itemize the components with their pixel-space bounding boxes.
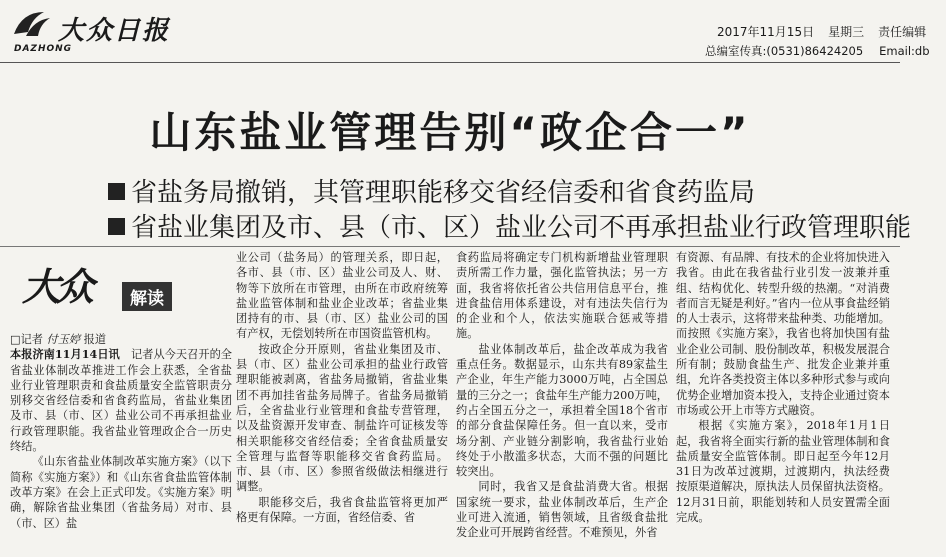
article-paragraph (10, 347, 232, 454)
dateline: 本报济南11月14日讯 (10, 347, 120, 362)
article-column-1 (10, 332, 232, 531)
paragraph-text: 记者从今天召开的全省盐业体制改革推进工作会上获悉，全省盐业行业管理职责和食盐质量安全监管职责分别移交省经信委和省食药监局，省盐业集团及市、县（市、区）盐业公司不再承担盐业行政管理职能。我省盐业管理政企合一历史终结。 (10, 348, 232, 454)
bullet-square-icon (108, 183, 125, 200)
issue-date: 2017年11月15日 (717, 25, 815, 39)
byline-prefix: □记者 (10, 333, 43, 346)
article-paragraph: 有资源、有品牌、有技术的企业将加快进入我省。由此在我省盐行业引发一波兼并重组、结构优化、转型升级的热潮。“对消费者而言无疑是利好。”省内一位从事食盐经销的人士表示，这将带来盐种类、功能增加。而按照《实施方案》，我省也将加快国有盐业企业公司制、股份制改革，积极发展混合所有制；鼓励食盐生产、批发企业兼并重组，允许各类投资主体以多种形式参与或向优势企业增加资本投入，支持企业通过资本市场或公开上市等方式融资。 (676, 251, 890, 417)
article-paragraph: 盐业体制改革后，盐企改革成为我省重点任务。数据显示，山东共有89家盐生产企业，年生产能力3000万吨，占全国总量的三分之一；食盐年生产能力200万吨，约占全国五分之一，承担着全国18个省市的部分食盐保障任务。但一直以来，受市场分割、产业链分割影响，我省盐行业始终处于小散滥多状态，大而不强的问题比较突出。 (456, 342, 668, 479)
badge-calligraphy: 大众 (22, 264, 91, 309)
article-paragraph: 业公司（盐务局）的管理关系，即日起，各市、县（市、区）盐业公司及人、财、物等下放所在市管理，由所在市政府统筹盐业监管体制和盐业企业改革；省盐业集团持有的市、县（市、区）盐业公司的国有产权，无偿划转所在市国资监管机构。 (236, 251, 448, 341)
newspaper-emblem-icon (12, 8, 52, 40)
article-paragraph: 按政企分开原则，省盐业集团及市、县（市、区）盐业公司承担的盐业行政管理职能被剥离，省盐务局撤销，省盐业集团不再加挂省盐务局牌子。省盐务局撤销后，全省盐业行业管理和食盐专营管理，以及盐资源开发审查、制盐许可证核发等相关职能移交省经信委；全省食盐质量安全管理与监督等职能移交省食药监局。市、县（市、区）参照省级做法相继进行调整。 (236, 342, 448, 494)
masthead (0, 0, 930, 63)
subheadline-1 (108, 172, 755, 209)
article-headline: 山东盐业管理告别“政企合一” (149, 108, 751, 157)
issue-weekday: 星期三 (828, 25, 865, 39)
issue-date-line (717, 23, 940, 40)
article-paragraph: 《山东省盐业体制改革实施方案》（以下简称《实施方案》）和《山东省食盐监管体制改革方案》在会上正式印发。《实施方案》明确，解除省盐业集团（省盐务局）对市、县（市、区）盐 (10, 455, 232, 530)
section-divider (0, 246, 900, 247)
logo-subtitle: DAZHONG (14, 44, 73, 54)
article-column-3 (456, 250, 668, 541)
email-address: Email:db (879, 44, 930, 58)
byline-suffix: 报道 (83, 333, 107, 346)
interpretation-badge (18, 256, 198, 310)
subheadline-2-text: 省盐业集团及市、县（市、区）盐业公司不再承担盐业行政管理职能 (131, 213, 912, 243)
article-paragraph: 同时，我省又是食盐消费大省。根据国家统一要求，盐业体制改革后，生产企业可进入流通，销售领域，且省级食盐批发企业可开展跨省经营。不难预见，外省 (456, 480, 668, 540)
article-paragraph: 职能移交后，我省食盐监管将更加严格更有保障。一方面，省经信委、省 (236, 495, 448, 525)
badge-label: 解读 (122, 282, 172, 311)
article-paragraph: 食药监局将确定专门机构新增盐业管理职责所需工作力量，强化监管执法；另一方面，我省将依托省公共信用信息平台，推进食盐信用体系建设，对有违法失信行为的企业和个人，依法实施联合惩戒等措施。 (456, 251, 668, 341)
bullet-square-icon (108, 218, 125, 235)
byline-reporter: 付玉婷 (46, 333, 81, 346)
editor-label: 责任编辑 (878, 25, 927, 39)
newspaper-logo: 大众日报 (58, 16, 171, 46)
contact-line (705, 43, 946, 59)
article-column-2 (236, 250, 448, 525)
article-column-4 (676, 250, 890, 525)
article-paragraph: 根据《实施方案》，2018年1月1日起，我省将全面实行新的盐业管理体制和食盐质量安全监管体制。即日起至今年12月31日为改革过渡期，过渡期内，执法经费按原渠道解决，原执法人员保留执法资格。12月31日前，职能划转和人员安置需全面完成。 (676, 419, 890, 525)
fax-number: 总编室传真:(0531)86424205 (705, 44, 864, 58)
subheadline-1-text: 省盐务局撤销，其管理职能移交省经信委和省食药监局 (131, 178, 756, 208)
subheadline-2 (108, 207, 911, 244)
byline (10, 332, 232, 347)
